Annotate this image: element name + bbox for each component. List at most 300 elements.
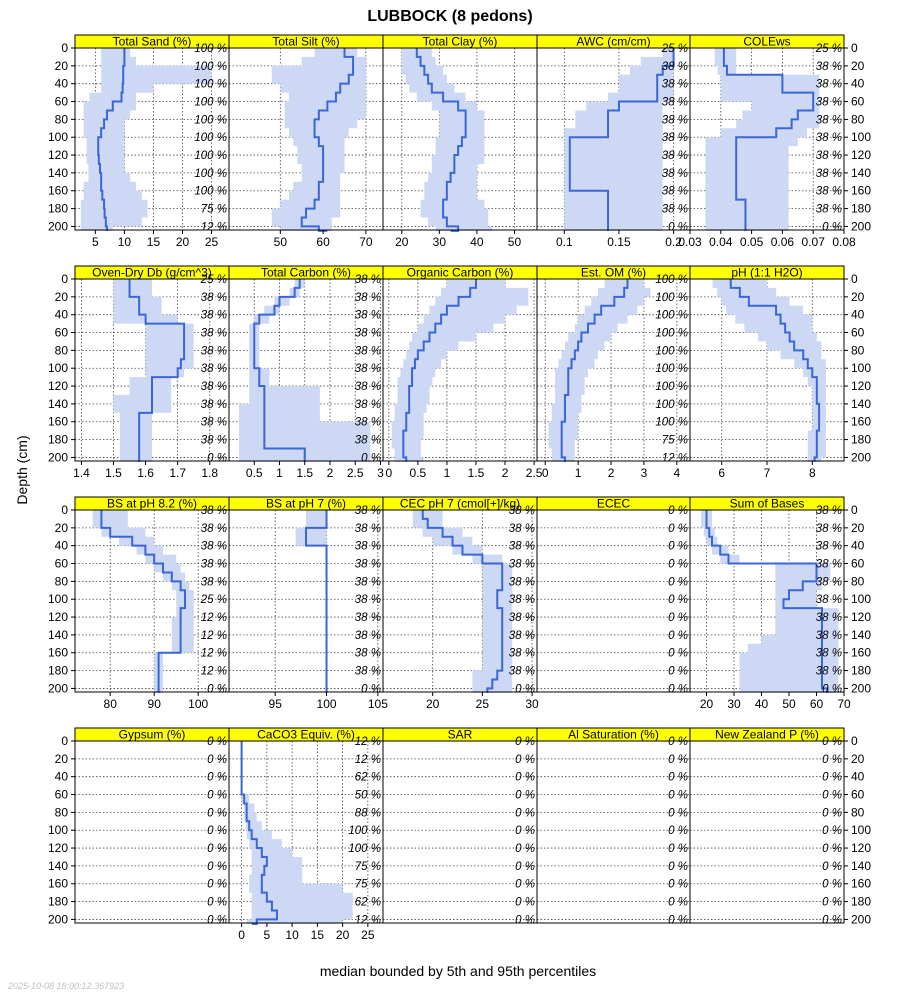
panel-19-pct-label: 0 %: [668, 825, 688, 838]
panel-20-pct-label: 0 %: [822, 789, 842, 802]
panel-18-pct-label: 0 %: [515, 736, 535, 748]
panel-7-strip-label: Total Carbon (%): [260, 265, 352, 280]
panel-9-xtick-label: 1: [574, 466, 582, 480]
panel-5-ytick-label: 120: [851, 148, 872, 163]
panel-5-xtick-label: 0.06: [770, 235, 795, 249]
panel-18-pct-label: 0 %: [515, 914, 535, 927]
panel-11-ytick-label: 60: [54, 556, 68, 571]
panel-14-pct-label: 0 %: [668, 522, 688, 535]
panel-15-pct-label: 38 %: [815, 522, 842, 535]
panel-17-xtick-label: 5: [263, 928, 271, 942]
panel-20-pct-label: 0 %: [822, 771, 842, 784]
panel-19-frame: [537, 741, 690, 923]
panel-19-pct-label: 0 %: [668, 914, 688, 927]
panel-6-ytick-label: 20: [54, 289, 68, 304]
panel-1-xtick-label: 20: [175, 235, 190, 249]
panel-5-xtick-label: 0.03: [678, 235, 702, 249]
panel-6-percentile-band: [114, 279, 194, 462]
panel-9-xtick-label: 4: [673, 466, 681, 480]
panel-8-xtick-label: 1.5: [467, 466, 485, 480]
panel-19: [537, 728, 690, 927]
panel-7-pct-label: 0 %: [361, 452, 381, 465]
panel-8-xtick-label: 2: [501, 466, 509, 480]
panel-8: [383, 266, 543, 481]
panel-20-pct-label: 0 %: [822, 736, 842, 748]
panel-20-ytick-label: 120: [851, 841, 872, 856]
panel-10-xtick-label: 6: [718, 466, 726, 480]
panel-6-ytick-label: 80: [54, 343, 68, 358]
panel-14-pct-label: 0 %: [668, 665, 688, 678]
panel-11-percentile-band: [93, 510, 194, 693]
panel-10-ytick-label: 60: [851, 325, 865, 340]
panel-4-pct-label: 38 %: [661, 167, 688, 180]
panel-1-pct-label: 100 %: [194, 150, 227, 163]
panel-13-pct-label: 38 %: [508, 505, 535, 517]
panel-15-pct-label: 38 %: [815, 647, 842, 660]
panel-15-xtick-label: 40: [754, 697, 769, 711]
panel-15-pct-label: 38 %: [815, 558, 842, 571]
panel-1-ytick-label: 180: [47, 201, 68, 216]
panel-11-pct-label: 38 %: [200, 505, 227, 517]
panel-5-ytick-label: 180: [851, 201, 872, 216]
panel-12-xtick-label: 95: [268, 697, 282, 711]
panel-6-ytick-label: 40: [54, 307, 68, 322]
panel-1-pct-label: 75 %: [200, 203, 227, 216]
panel-4-pct-label: 0 %: [668, 221, 688, 234]
panel-16-pct-label: 0 %: [207, 914, 227, 927]
panel-6-xtick-label: 1.4: [73, 466, 90, 480]
panel-5-ytick-label: 200: [851, 219, 872, 234]
panel-1-pct-label: 12 %: [200, 221, 227, 234]
panel-1-ytick-label: 0: [61, 41, 68, 55]
panel-5-ytick-label: 20: [851, 58, 865, 73]
panel-13-pct-label: 38 %: [508, 594, 535, 607]
panel-16-pct-label: 0 %: [207, 807, 227, 820]
panel-16-pct-label: 0 %: [207, 736, 227, 748]
panel-20-ytick-label: 0: [851, 734, 858, 748]
panel-16-ytick-label: 140: [47, 858, 68, 873]
panel-5-pct-label: 0 %: [822, 221, 842, 234]
panel-15-pct-label: 38 %: [815, 665, 842, 678]
panel-12-percentile-band: [296, 510, 327, 693]
panel-19-pct-label: 0 %: [668, 807, 688, 820]
panel-5-pct-label: 38 %: [815, 203, 842, 216]
panel-15-pct-label: 38 %: [815, 576, 842, 589]
y-axis-label: Depth (cm): [14, 435, 30, 505]
panel-16-pct-label: 0 %: [207, 753, 227, 766]
panel-9-pct-label: 100 %: [655, 398, 688, 411]
panel-1: [48, 35, 229, 250]
panel-11-pct-label: 12 %: [200, 647, 227, 660]
panel-9-pct-label: 12 %: [661, 452, 688, 465]
panel-9: [537, 266, 690, 481]
panel-12-pct-label: 38 %: [354, 629, 381, 642]
panel-1-pct-label: 100 %: [194, 132, 227, 145]
panel-17-strip-label: CaCO3 Equiv. (%): [257, 727, 355, 742]
panel-20-ytick-label: 40: [851, 769, 865, 784]
panel-5: [678, 35, 871, 250]
panel-1-ytick-label: 120: [47, 148, 68, 163]
panel-17-xtick-label: 15: [310, 928, 325, 942]
panel-18-frame: [383, 741, 537, 923]
panel-15-ytick-label: 120: [851, 610, 872, 625]
panel-8-strip-label: Organic Carbon (%): [406, 265, 514, 280]
panel-6: [48, 266, 229, 481]
panel-10-strip-label: pH (1:1 H2O): [731, 265, 803, 280]
panel-6-ytick-label: 120: [47, 379, 68, 394]
panel-16-ytick-label: 80: [54, 805, 68, 820]
panel-11-pct-label: 38 %: [200, 522, 227, 535]
panel-2: [229, 35, 383, 250]
panel-16-ytick-label: 0: [61, 734, 68, 748]
panel-20-pct-label: 0 %: [822, 843, 842, 856]
panel-12-pct-label: 38 %: [354, 505, 381, 517]
panel-11-ytick-label: 200: [47, 681, 68, 696]
panel-1-ytick-label: 100: [47, 130, 68, 145]
panel-4-strip-label: AWC (cm/cm): [576, 34, 651, 49]
panel-1-ytick-label: 200: [47, 219, 68, 234]
panel-14-pct-label: 0 %: [668, 558, 688, 571]
panel-18-strip-label: SAR: [447, 727, 473, 742]
panel-17-pct-label: 100 %: [348, 825, 381, 838]
panel-6-ytick-label: 0: [61, 272, 68, 286]
panel-14-pct-label: 0 %: [668, 505, 688, 517]
panel-5-pct-label: 38 %: [815, 185, 842, 198]
panel-1-xtick-label: 10: [117, 235, 132, 249]
panel-17-xtick-label: 10: [285, 928, 299, 942]
panel-4-xtick-label: 0.15: [607, 235, 631, 249]
panel-16-ytick-label: 40: [54, 769, 68, 784]
panel-7-pct-label: 38 %: [354, 381, 381, 394]
panel-6-pct-label: 0 %: [207, 452, 227, 465]
panel-11: [48, 497, 229, 712]
panel-4-pct-label: 38 %: [661, 132, 688, 145]
panel-20-pct-label: 0 %: [822, 914, 842, 927]
panel-17-pct-label: 75 %: [354, 878, 381, 891]
panel-4-pct-label: 38 %: [661, 150, 688, 163]
panel-1-pct-label: 100 %: [194, 167, 227, 180]
panel-10-ytick-label: 180: [851, 432, 872, 447]
panel-11-pct-label: 12 %: [200, 612, 227, 625]
panel-13: [383, 497, 539, 712]
panel-6-pct-label: 25 %: [200, 274, 227, 286]
panel-20-pct-label: 0 %: [822, 825, 842, 838]
panel-4-xtick-label: 0.2: [665, 235, 682, 249]
panel-15-xtick-label: 50: [782, 697, 796, 711]
panel-5-ytick-label: 160: [851, 183, 872, 198]
panel-9-pct-label: 100 %: [655, 345, 688, 358]
panel-16-ytick-label: 60: [54, 787, 68, 802]
panel-15-pct-label: 38 %: [815, 629, 842, 642]
panel-6-xtick-label: 1.5: [105, 466, 122, 480]
panel-1-xtick-label: 25: [204, 235, 219, 249]
panel-12-pct-label: 38 %: [354, 594, 381, 607]
panel-13-pct-label: 38 %: [508, 576, 535, 589]
panel-12-pct-label: 38 %: [354, 576, 381, 589]
panel-6-pct-label: 38 %: [200, 363, 227, 376]
panel-3-xtick-label: 30: [432, 235, 447, 249]
panel-7-xtick-label: 1: [276, 466, 283, 480]
panel-16-pct-label: 0 %: [207, 878, 227, 891]
panel-1-pct-label: 100 %: [194, 96, 227, 109]
panel-10-ytick-label: 0: [851, 272, 858, 286]
panel-6-xtick-label: 1.6: [137, 466, 154, 480]
panel-11-ytick-label: 40: [54, 538, 68, 553]
panel-2-xtick-label: 50: [273, 235, 288, 249]
panel-7-xtick-label: 3: [377, 466, 384, 480]
panel-10-ytick-label: 200: [851, 450, 872, 465]
panel-12-pct-label: 38 %: [354, 647, 381, 660]
panel-13-strip-label: CEC pH 7 (cmol[+]/kg): [399, 496, 521, 511]
panel-20-ytick-label: 20: [851, 751, 865, 766]
panel-11-pct-label: 0 %: [207, 683, 227, 696]
panel-10-ytick-label: 100: [851, 361, 872, 376]
panel-16-pct-label: 0 %: [207, 860, 227, 873]
panel-16-ytick-label: 120: [47, 841, 68, 856]
panel-3-xtick-label: 40: [470, 235, 484, 249]
panel-13-pct-label: 38 %: [508, 540, 535, 553]
panel-6-pct-label: 38 %: [200, 434, 227, 447]
panel-16-pct-label: 0 %: [207, 843, 227, 856]
panel-14-frame: [537, 510, 690, 692]
panel-13-pct-label: 38 %: [508, 612, 535, 625]
panel-16-pct-label: 0 %: [207, 771, 227, 784]
panel-13-xtick-label: 30: [525, 697, 539, 711]
x-axis-label: median bounded by 5th and 95th percentiles: [319, 963, 597, 979]
panel-9-pct-label: 100 %: [655, 291, 688, 304]
panel-11-pct-label: 38 %: [200, 540, 227, 553]
panel-13-pct-label: 38 %: [508, 522, 535, 535]
panel-4-pct-label: 38 %: [661, 96, 688, 109]
panel-5-pct-label: 38 %: [815, 60, 842, 73]
panel-9-pct-label: 100 %: [655, 381, 688, 394]
panel-16-pct-label: 0 %: [207, 896, 227, 909]
panel-6-ytick-label: 180: [47, 432, 68, 447]
panel-19-pct-label: 0 %: [668, 789, 688, 802]
panel-17-pct-label: 62 %: [354, 896, 381, 909]
panel-6-strip-label: Oven-Dry Db (g/cm^3): [92, 265, 212, 280]
panel-18-pct-label: 0 %: [515, 789, 535, 802]
panel-1-ytick-label: 140: [47, 165, 68, 180]
panel-7-pct-label: 38 %: [354, 363, 381, 376]
panel-15-ytick-label: 160: [851, 645, 872, 660]
panel-4-pct-label: 38 %: [661, 185, 688, 198]
panel-13-pct-label: 38 %: [508, 665, 535, 678]
panel-19-pct-label: 0 %: [668, 896, 688, 909]
panel-19-pct-label: 0 %: [668, 771, 688, 784]
panel-12-pct-label: 38 %: [354, 540, 381, 553]
panel-4-pct-label: 38 %: [661, 203, 688, 216]
panel-5-ytick-label: 140: [851, 165, 872, 180]
panel-14-strip-label: ECEC: [596, 496, 631, 511]
panel-1-pct-label: 100 %: [194, 60, 227, 73]
panel-4-pct-label: 38 %: [661, 60, 688, 73]
panel-3-strip-label: Total Clay (%): [422, 34, 498, 49]
panel-14-pct-label: 0 %: [668, 647, 688, 660]
panel-grid: [48, 35, 871, 943]
panel-12: [229, 497, 388, 712]
panel-13-pct-label: 38 %: [508, 629, 535, 642]
panel-16-ytick-label: 180: [47, 894, 68, 909]
panel-9-pct-label: 100 %: [655, 416, 688, 429]
panel-5-xtick-label: 0.08: [832, 235, 856, 249]
panel-15-xtick-label: 30: [727, 697, 741, 711]
panel-6-pct-label: 38 %: [200, 416, 227, 429]
panel-4-pct-label: 25 %: [661, 43, 688, 55]
panel-6-xtick-label: 1.7: [169, 466, 187, 480]
panel-19-pct-label: 0 %: [668, 860, 688, 873]
panel-6-pct-label: 38 %: [200, 345, 227, 358]
panel-1-xtick-label: 15: [146, 235, 161, 249]
panel-11-strip-label: BS at pH 8.2 (%): [106, 496, 198, 511]
panel-20-ytick-label: 200: [851, 912, 872, 927]
panel-9-xtick-label: 3: [640, 466, 648, 480]
panel-6-pct-label: 38 %: [200, 309, 227, 322]
panel-18-pct-label: 0 %: [515, 843, 535, 856]
panel-7-pct-label: 38 %: [354, 434, 381, 447]
panel-2-xtick-label: 60: [316, 235, 330, 249]
panel-20-ytick-label: 100: [851, 823, 872, 838]
panel-11-ytick-label: 140: [47, 627, 68, 642]
panel-1-pct-label: 100 %: [194, 114, 227, 127]
panel-15-ytick-label: 20: [851, 520, 865, 535]
panel-15-ytick-label: 140: [851, 627, 872, 642]
panel-8-xtick-label: 0: [385, 466, 393, 480]
panel-20-ytick-label: 160: [851, 876, 872, 891]
panel-15-pct-label: 38 %: [815, 594, 842, 607]
panel-20-pct-label: 0 %: [822, 753, 842, 766]
panel-10-xtick-label: 8: [808, 466, 816, 480]
panel-11-xtick-label: 90: [147, 697, 161, 711]
panel-14-pct-label: 0 %: [668, 629, 688, 642]
panel-5-pct-label: 38 %: [815, 167, 842, 180]
panel-17-pct-label: 62 %: [354, 771, 381, 784]
panel-15-pct-label: 0 %: [822, 683, 842, 696]
panel-20-pct-label: 0 %: [822, 896, 842, 909]
panel-3-percentile-band: [402, 48, 492, 231]
panel-19-pct-label: 0 %: [668, 878, 688, 891]
panel-3-xtick-label: 20: [395, 235, 409, 249]
panel-11-ytick-label: 20: [54, 520, 68, 535]
panel-11-ytick-label: 180: [47, 663, 68, 678]
panel-20-ytick-label: 60: [851, 787, 865, 802]
panel-4-pct-label: 38 %: [661, 114, 688, 127]
figure-title: LUBBOCK (8 pedons): [367, 8, 533, 25]
panel-12-strip-label: BS at pH 7 (%): [265, 496, 347, 511]
panel-12-pct-label: 38 %: [354, 665, 381, 678]
panel-5-pct-label: 38 %: [815, 78, 842, 91]
panel-11-pct-label: 25 %: [200, 594, 227, 607]
panel-11-pct-label: 12 %: [200, 629, 227, 642]
panel-15-ytick-label: 60: [851, 556, 865, 571]
panel-20: [690, 728, 871, 927]
panel-20-pct-label: 0 %: [822, 807, 842, 820]
panel-18-pct-label: 0 %: [515, 878, 535, 891]
panel-12-xtick-label: 105: [367, 697, 388, 711]
panel-15-ytick-label: 180: [851, 663, 872, 678]
panel-5-pct-label: 38 %: [815, 96, 842, 109]
panel-16-frame: [75, 741, 229, 923]
panel-16-ytick-label: 100: [47, 823, 68, 838]
panel-7-pct-label: 38 %: [354, 345, 381, 358]
panel-17-pct-label: 12 %: [354, 753, 381, 766]
panel-1-ytick-label: 80: [54, 112, 68, 127]
panel-15-ytick-label: 200: [851, 681, 872, 696]
panel-6-ytick-label: 100: [47, 361, 68, 376]
panel-11-pct-label: 12 %: [200, 665, 227, 678]
panel-9-pct-label: 100 %: [655, 363, 688, 376]
panel-12-xtick-label: 100: [316, 697, 337, 711]
panel-11-ytick-label: 80: [54, 574, 68, 589]
panel-6-ytick-label: 160: [47, 414, 68, 429]
panel-9-xtick-label: 2: [607, 466, 615, 480]
panel-8-xtick-label: 1: [443, 466, 451, 480]
panel-17-pct-label: 88 %: [354, 807, 381, 820]
panel-10-ytick-label: 40: [851, 307, 865, 322]
panel-9-pct-label: 100 %: [655, 274, 688, 286]
panel-14-pct-label: 0 %: [668, 594, 688, 607]
panel-12-pct-label: 38 %: [354, 558, 381, 571]
panel-7-pct-label: 38 %: [354, 309, 381, 322]
panel-12-pct-label: 0 %: [361, 683, 381, 696]
panel-1-ytick-label: 160: [47, 183, 68, 198]
panel-9-pct-label: 75 %: [661, 434, 688, 447]
panel-11-ytick-label: 120: [47, 610, 68, 625]
panel-13-pct-label: 38 %: [508, 647, 535, 660]
panel-5-pct-label: 38 %: [815, 132, 842, 145]
panel-10-ytick-label: 20: [851, 289, 865, 304]
panel-18-pct-label: 0 %: [515, 825, 535, 838]
panel-20-pct-label: 0 %: [822, 860, 842, 873]
panel-15-pct-label: 38 %: [815, 612, 842, 625]
panel-13-xtick-label: 25: [475, 697, 490, 711]
panel-20-ytick-label: 180: [851, 894, 872, 909]
panel-2-strip-label: Total Silt (%): [272, 34, 340, 49]
panel-8-xtick-label: 0.5: [409, 466, 427, 480]
panel-7-pct-label: 38 %: [354, 416, 381, 429]
panel-7-pct-label: 38 %: [354, 327, 381, 340]
panel-11-ytick-label: 0: [61, 503, 68, 517]
panel-15-xtick-label: 20: [699, 697, 714, 711]
panel-20-frame: [690, 741, 844, 923]
panel-18-pct-label: 0 %: [515, 753, 535, 766]
panel-10: [690, 266, 871, 481]
panel-1-xtick-label: 5: [91, 235, 99, 249]
panel-11-xtick-label: 80: [103, 697, 117, 711]
panel-7-xtick-label: 0.5: [245, 466, 263, 480]
panel-8-xtick-label: 2.5: [525, 466, 543, 480]
panel-14-pct-label: 0 %: [668, 540, 688, 553]
panel-18-pct-label: 0 %: [515, 807, 535, 820]
panel-17-pct-label: 75 %: [354, 860, 381, 873]
panel-13-pct-label: 38 %: [508, 558, 535, 571]
panel-10-xtick-label: 7: [763, 466, 771, 480]
panel-6-pct-label: 38 %: [200, 291, 227, 304]
panel-1-ytick-label: 60: [54, 94, 68, 109]
panel-1-ytick-label: 40: [54, 76, 68, 91]
panel-7-xtick-label: 1.5: [296, 466, 314, 480]
panel-17-xtick-label: 20: [335, 928, 350, 942]
panel-15-xtick-label: 70: [837, 697, 851, 711]
panel-5-ytick-label: 100: [851, 130, 872, 145]
panel-12-pct-label: 38 %: [354, 612, 381, 625]
panel-17: [229, 728, 383, 943]
panel-18-pct-label: 0 %: [515, 771, 535, 784]
panel-5-pct-label: 25 %: [815, 43, 842, 55]
panel-5-pct-label: 38 %: [815, 114, 842, 127]
panel-13-xtick-label: 20: [425, 697, 440, 711]
panel-5-ytick-label: 80: [851, 112, 865, 127]
